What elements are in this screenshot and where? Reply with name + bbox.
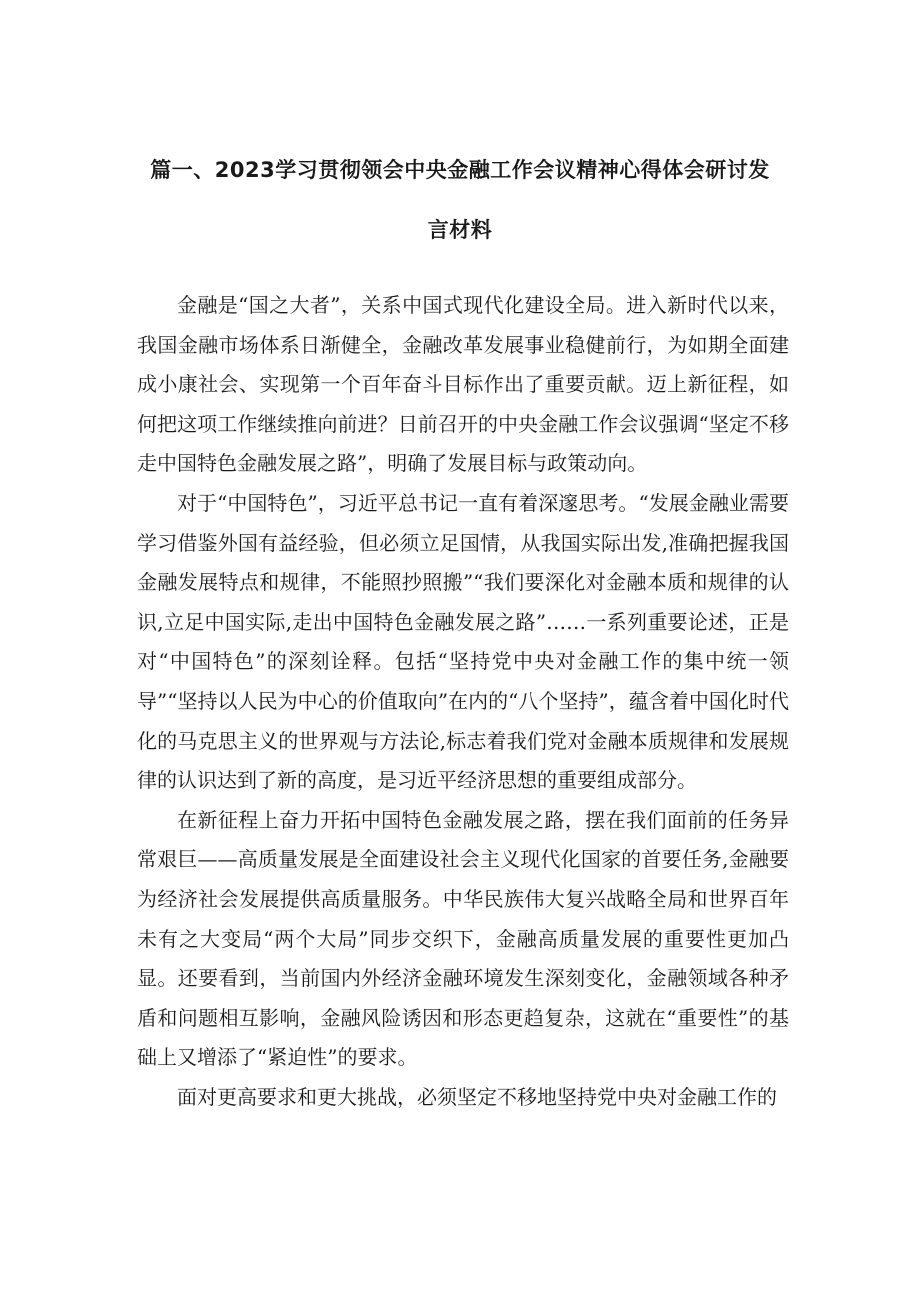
paragraph-2: 对于“中国特色”，习近平总书记一直有着深邃思考。“发展金融业需要学习借鉴外国有益经验，但必须立足国情，从我国实际出发,准确把握我国金融发展特点和规律，不能照抄照搬”“我们要深化对金融本质和规律的认识,立足中国实际,走出中国特色金融发展之路”……一系列重要论述，正是对“中国特色”的深刻诠释。包括“坚持党中央对金融工作的集中统一领导”“坚持以人民为中心的价值取向”在内的“八个坚持”，蕴含着中国化时代化的马克思主义的世界观与方法论,标志着我们党对金融本质规律和发展规律的认识达到了新的高度，是习近平经济思想的重要组成部分。 xyxy=(137,490,789,793)
paragraph-3: 在新征程上奋力开拓中国特色金融发展之路，摆在我们面前的任务异常艰巨——高质量发展是全面建设社会主义现代化国家的首要任务,金融要为经济社会发展提供高质量服务。中华民族伟大复兴战略全局和世界百年未有之大变局“两个大局”同步交织下，金融高质量发展的重要性更加凸显。还要看到，当前国内外经济金融环境发生深刻变化，金融领域各种矛盾和问题相互影响，金融风险诱因和形态更趋复杂，这就在“重要性”的基础上又增添了“紧迫性”的要求。 xyxy=(137,807,789,1070)
document-body xyxy=(137,286,789,1117)
document-title-line-2: 言材料 xyxy=(427,218,493,242)
paragraph-4: 面对更高要求和更大挑战，必须坚定不移地坚持党中央对金融工作的 xyxy=(177,1084,777,1109)
document-title-line-1: 篇一、2023学习贯彻领会中央金融工作会议精神心得体会研讨发 xyxy=(150,158,770,182)
paragraph-1: 金融是“国之大者”，关系中国式现代化建设全局。进入新时代以来，我国金融市场体系日渐健全，金融改革发展事业稳健前行，为如期全面建成小康社会、实现第一个百年奋斗目标作出了重要贡献。迈上新征程，如何把这项工作继续推向前进？日前召开的中央金融工作会议强调“坚定不移走中国特色金融发展之路”，明确了发展目标与政策动向。 xyxy=(137,293,789,476)
